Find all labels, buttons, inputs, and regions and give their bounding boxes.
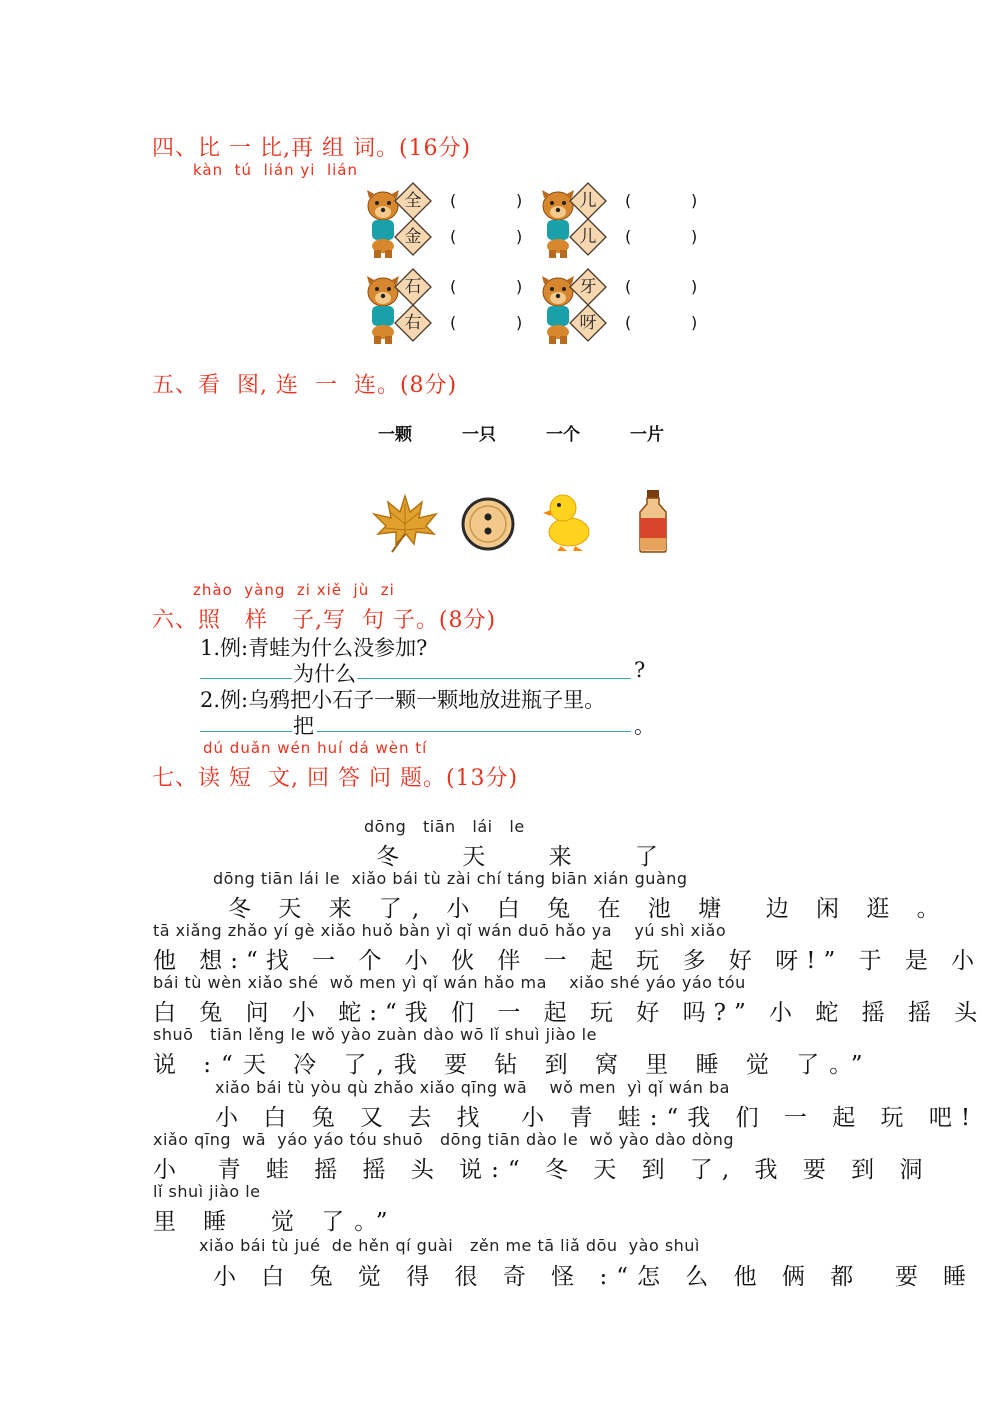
section7-pinyin: dú duǎn wén huí dá wèn tí [203,739,428,757]
section6-pinyin: zhào yàng zi xiě jù zi [193,581,395,599]
duckling-icon [543,488,593,552]
section6-title: 六、照 样 子,写 句 子。(8分) [152,608,497,633]
answer-paren-open[interactable]: ( [450,191,457,210]
story-line-7: 里 睡 觉 了。” [153,1209,398,1235]
answer1-end: ? [634,658,646,682]
answer1-blank-b[interactable] [357,678,631,679]
story-line-8: 小 白 兔 觉 得 很 奇 怪 :“怎 么 他 俩 都 要 睡 [213,1264,976,1290]
section4-pinyin: kàn tú lián yi lián [193,161,358,179]
answer-paren-close[interactable]: ) [516,313,523,332]
story-pinyin-6: xiǎo qīng wā yáo yáo tóu shuō dōng tiān dào le wǒ yào dào dòng [153,1130,735,1149]
story-line-1: 冬 天 来 了, 小 白 兔 在 池 塘 边 闲 逛 。 [228,896,950,922]
char-diamond-top: 牙 [569,268,607,306]
answer-paren-open[interactable]: ( [450,313,457,332]
story-pinyin-4: shuō tiān lěng le wǒ yào zuàn dào wō lǐ shuì jiào le [153,1025,597,1044]
story-pinyin-7: lǐ shuì jiào le [153,1182,261,1201]
char-diamond-top: 全 [394,182,432,220]
answer2-end: 。 [634,714,655,738]
measure-word-3: 一个 [546,425,580,445]
story-line-6: 小 青 蛙 摇 摇 头 说:“ 冬 天 到 了, 我 要 到 洞 [153,1157,932,1183]
story-line-2: 他 想:“找 一 个 小 伙 伴 一 起 玩 多 好 呀!” 于 是 小 [153,948,983,974]
answer-paren-close[interactable]: ) [691,191,698,210]
story-title: 冬 天 来 了 [376,844,686,870]
char-diamond-bottom: 儿 [569,218,607,256]
answer-paren-close[interactable]: ) [691,313,698,332]
answer-paren-close[interactable]: ) [516,277,523,296]
answer1-blank-a[interactable] [200,678,292,679]
char-diamond-bottom: 右 [394,304,432,342]
example-2: 2.例:乌鸦把小石子一颗一颗地放进瓶子里。 [200,688,606,712]
char-diamond-bottom: 金 [394,218,432,256]
button-icon [460,496,516,552]
answer-paren-close[interactable]: ) [516,191,523,210]
char-diamond-top: 石 [394,268,432,306]
story-line-4: 说 :“天 冷 了,我 要 钻 到 窝 里 睡 觉 了。” [153,1052,873,1078]
story-pinyin-8: xiǎo bái tù jué de hěn qí guài zěn me tā liǎ dōu yào shuì [199,1236,700,1255]
answer1-mid: 为什么 [293,662,356,686]
answer2-blank-b[interactable] [317,731,631,732]
answer-paren-open[interactable]: ( [625,227,632,246]
answer-paren-open[interactable]: ( [625,313,632,332]
section4-title: 四、比 一 比,再 组 词。(16分) [152,136,472,161]
answer-paren-open[interactable]: ( [450,227,457,246]
measure-word-4: 一片 [630,425,664,445]
maple-leaf-icon [370,490,440,554]
section7-title: 七、读 短 文, 回 答 问 题。(13分) [152,766,519,791]
answer-paren-open[interactable]: ( [625,191,632,210]
story-line-5: 小 白 兔 又 去 找 小 青 蛙:“我 们 一 起 玩 吧! [215,1105,980,1131]
char-diamond-top: 儿 [569,182,607,220]
answer-paren-close[interactable]: ) [691,277,698,296]
story-title-pinyin: dōng tiān lái le [364,817,525,836]
example-1: 1.例:青蛙为什么没参加? [200,636,428,660]
story-pinyin-5: xiǎo bái tù yòu qù zhǎo xiǎo qīng wā wǒ men yì qǐ wán ba [215,1078,730,1097]
measure-word-1: 一颗 [378,425,412,445]
section5-title: 五、看 图, 连 一 连。(8分) [152,373,458,398]
story-pinyin-3: bái tù wèn xiǎo shé wǒ men yì qǐ wán hǎo ma xiǎo shé yáo yáo tóu [153,973,746,992]
bottle-icon [636,488,670,554]
answer2-mid: 把 [293,714,314,738]
answer-paren-close[interactable]: ) [516,227,523,246]
answer2-blank-a[interactable] [200,731,292,732]
answer-paren-open[interactable]: ( [625,277,632,296]
story-pinyin-2: tā xiǎng zhǎo yí gè xiǎo huǒ bàn yì qǐ wán duō hǎo ya yú shì xiǎo [153,921,727,940]
char-diamond-bottom: 呀 [569,304,607,342]
measure-word-2: 一只 [462,425,496,445]
answer-paren-open[interactable]: ( [450,277,457,296]
answer-paren-close[interactable]: ) [691,227,698,246]
story-line-3: 白 兔 问 小 蛇:“我 们 一 起 玩 好 吗?” 小 蛇 摇 摇 头 [153,1000,986,1026]
story-pinyin-1: dōng tiān lái le xiǎo bái tù zài chí táng biān xián guàng [213,869,688,888]
